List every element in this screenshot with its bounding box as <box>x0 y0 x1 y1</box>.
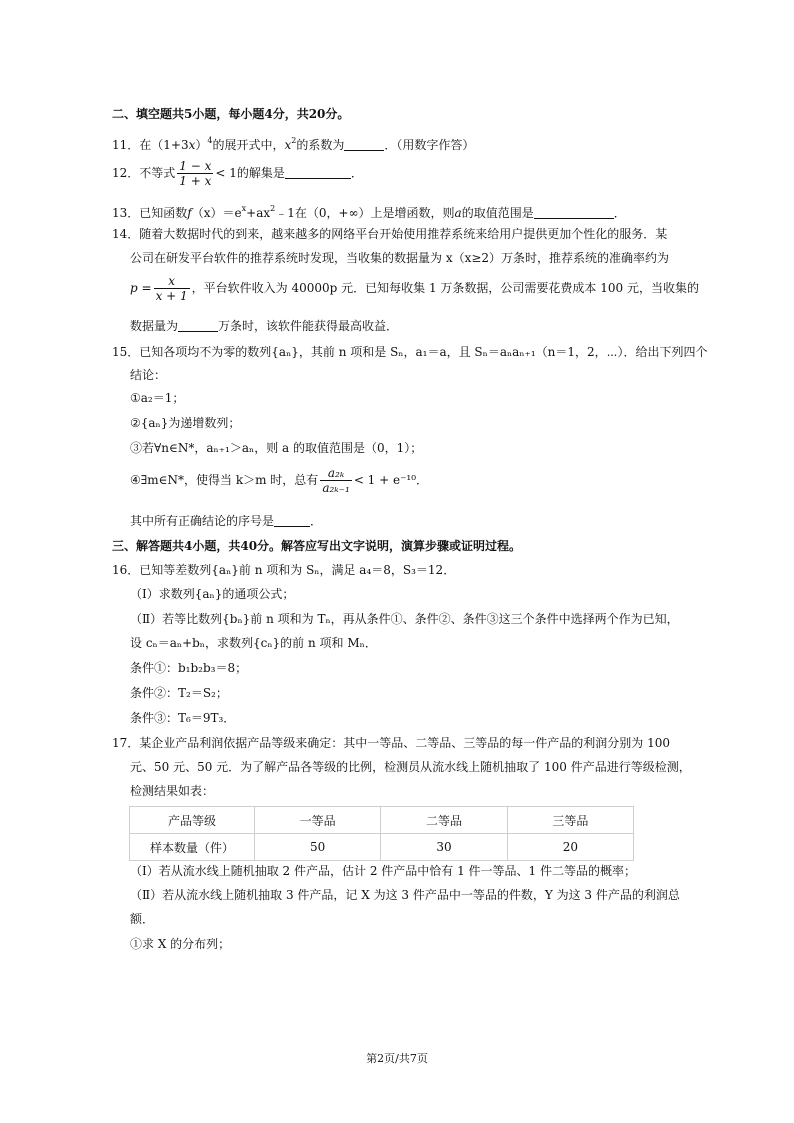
q16-text-1: 已知等差数列{aₙ}前 n 项和为 Sₙ，满足 a₄＝8，S₃＝12． <box>139 563 456 577</box>
q16-condition-3: 条件③：T₆＝9T₃． <box>130 711 236 725</box>
q15-last-line <box>130 513 322 529</box>
q16-part-2-line-2: 设 cₙ＝aₙ+bₙ，求数列{cₙ}的前 n 项和 Mₙ． <box>130 636 377 650</box>
table-header-cell: 二等品 <box>381 807 507 834</box>
section-2-title: 二、填空题共5小题，每小题4分，共20分。 <box>112 107 350 121</box>
q11-var2: x <box>284 138 292 152</box>
q12-answer-blank <box>285 166 351 179</box>
q13-a: a <box>454 206 462 220</box>
q13-mid: +ax <box>246 206 271 220</box>
question-12 <box>112 158 363 188</box>
q14-fraction-numerator: x <box>154 274 190 289</box>
q15-number: 15． <box>112 345 140 359</box>
q13-tail2: ． <box>613 206 626 220</box>
q11-tail: ．（用数字作答） <box>384 138 475 152</box>
q14-answer-blank <box>178 319 218 332</box>
question-16-line-1 <box>112 562 455 578</box>
question-15-line-2: 结论： <box>130 368 167 382</box>
q14-text-4a: 数据量为 <box>130 319 179 333</box>
grade-table <box>129 806 634 861</box>
q15-answer-blank <box>274 514 310 527</box>
q12-number: 12． <box>112 166 140 180</box>
q17-part-1: （Ⅰ）若从流水线上随机抽取 2 件产品，估计 2 件产品中恰有 1 件一等品、1 件二等品的概率； <box>130 864 636 878</box>
table-header-cell: 产品等级 <box>130 807 255 834</box>
table-header-cell: 一等品 <box>255 807 381 834</box>
question-11 <box>112 133 474 153</box>
question-15-line-1 <box>112 344 707 360</box>
q13-number: 13． <box>112 206 140 220</box>
question-17-line-2: 元、50 元、50 元．为了解产品各等级的比例，检测员从流水线上随机抽取了 100 件产品进行等级检测， <box>130 760 691 774</box>
q13-exp: x <box>241 204 247 213</box>
q15-conclusion-1: ①a₂＝1； <box>130 391 185 405</box>
q14-p-lhs: p = <box>130 281 152 295</box>
q11-answer-blank <box>344 138 384 151</box>
section-3-title: 三、解答题共4小题，共40分。解答应写出文字说明，演算步骤或证明过程。 <box>112 539 522 553</box>
question-17-line-3: 检测结果如表： <box>130 784 215 798</box>
q13-answer-blank <box>534 206 614 219</box>
q12-fraction-denominator: 1 + x <box>179 174 212 188</box>
question-14-line-4 <box>130 318 398 334</box>
table-header-row <box>130 807 634 834</box>
q11-mid: ） <box>195 138 208 152</box>
q16-condition-1: 条件①：b₁b₂b₃＝8； <box>130 661 248 675</box>
table-cell: 20 <box>507 834 633 861</box>
q17-part-2-line-1: （Ⅱ）若从流水线上随机抽取 3 件产品，记 X 为这 3 件产品中一等品的件数，Y 为这 3 件产品的利润总 <box>130 888 680 902</box>
question-13 <box>112 201 626 221</box>
q13-power: 2 <box>270 204 276 213</box>
q14-text-4b: 万条时，该软件能获得最高收益． <box>218 319 399 333</box>
q16-part-1: （Ⅰ）求数列{aₙ}的通项公式； <box>130 587 295 601</box>
q14-text-3: ，平台软件收入为 40000p 元．已知每收集 1 万条数据，公司需要花费成本 100 元，当收集的 <box>191 281 699 295</box>
q11-power: 4 <box>207 136 213 145</box>
q14-fraction-denominator: x + 1 <box>155 289 188 303</box>
q13-tail1: 的取值范围是 <box>461 206 534 220</box>
question-14-line-3 <box>130 273 699 303</box>
q11-post2: 的系数为 <box>296 138 345 152</box>
q11-post1: 的展开式中， <box>212 138 285 152</box>
table-header-cell: 三等品 <box>507 807 633 834</box>
page-number-footer: 第2页/共7页 <box>366 1052 428 1065</box>
q13-f: f <box>187 206 192 220</box>
q17-text-1: 某企业产品利润依据产品等级来确定：其中一等品、二等品、三等品的每一件产品的利润分别为 100 <box>139 736 671 750</box>
q12-compare: < 1 <box>215 166 237 180</box>
q16-condition-2: 条件②：T₂＝S₂； <box>130 686 228 700</box>
q11-pre: 在（1+3 <box>139 138 189 152</box>
q16-number: 16． <box>112 563 140 577</box>
table-cell: 30 <box>381 834 507 861</box>
q17-part-2-line-2: 额． <box>130 912 155 926</box>
q15-c4-numerator: a₂ₖ <box>320 466 352 481</box>
q15-c4-text-b: < 1 + e⁻¹⁰． <box>353 473 429 487</box>
q15-last-text-b: ． <box>310 514 323 528</box>
q15-conclusion-4 <box>130 465 428 495</box>
q15-text-1: 已知各项均不为零的数列{aₙ}，其前 n 项和是 Sₙ，a₁＝a，且 Sₙ＝aₙaₙ₊₁（n＝1，2，⋯）．给出下列四个 <box>139 345 708 359</box>
q14-text-1: 随着大数据时代的到来，越来越多的网络平台开始使用推荐系统来给用户提供更加个性化的服务．某 <box>139 227 668 241</box>
q15-c4-denominator: a₂ₖ₋₁ <box>322 481 350 495</box>
q13-fx: （x）＝e <box>191 206 242 220</box>
q15-c4-fraction <box>320 466 352 495</box>
q16-part-2-line-1: （Ⅱ）若等比数列{bₙ}前 n 项和为 Tₙ，再从条件①、条件②、条件③这三个条件中选择两个作为已知， <box>130 612 679 626</box>
question-17-line-1 <box>112 735 670 751</box>
q12-pre: 不等式 <box>139 166 176 180</box>
q15-conclusion-3: ③若∀n∈N*，aₙ₊₁＞aₙ，则 a 的取值范围是（0，1）； <box>130 441 423 455</box>
q14-number: 14． <box>112 227 140 241</box>
question-14-line-2: 公司在研发平台软件的推荐系统时发现，当收集的数据量为 x（x≥2）万条时，推荐系统的准确率约为 <box>130 251 670 265</box>
question-14-line-1 <box>112 226 667 242</box>
table-cell: 50 <box>255 834 381 861</box>
q11-number: 11． <box>112 138 140 152</box>
q15-c4-text-a: ④∃m∈N*，使得当 k＞m 时，总有 <box>130 473 319 487</box>
q17-subpart-1: ①求 X 的分布列； <box>130 937 231 951</box>
q14-fraction <box>154 274 190 303</box>
q12-fraction-numerator: 1 − x <box>179 159 212 173</box>
q12-post: 的解集是 <box>236 166 285 180</box>
q13-pre: 已知函数 <box>139 206 188 220</box>
table-row <box>130 834 634 861</box>
q17-number: 17． <box>112 736 140 750</box>
table-cell: 样本数量（件） <box>130 834 255 861</box>
q11-power2: 2 <box>291 136 297 145</box>
q13-post: ﹣1在（0，+∞）上是增函数，则 <box>275 206 455 220</box>
q12-fraction <box>177 159 213 188</box>
q15-conclusion-2: ②{aₙ}为递增数列； <box>130 416 241 430</box>
q15-last-text-a: 其中所有正确结论的序号是 <box>130 514 275 528</box>
q12-tail: ． <box>350 166 363 180</box>
q11-var: x <box>188 138 196 152</box>
